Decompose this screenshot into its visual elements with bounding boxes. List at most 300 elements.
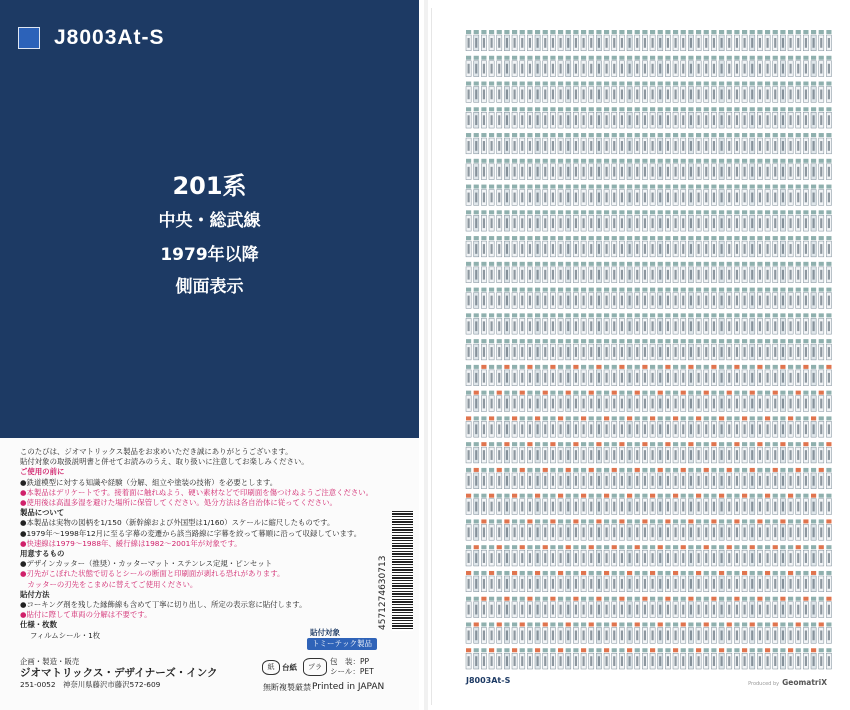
destination-sticker xyxy=(550,107,555,128)
destination-sticker xyxy=(788,288,793,309)
destination-sticker xyxy=(596,210,601,231)
destination-sticker xyxy=(796,416,801,437)
destination-sticker xyxy=(803,519,808,540)
destination-sticker xyxy=(543,468,548,489)
destination-sticker xyxy=(681,468,686,489)
destination-sticker xyxy=(612,442,617,463)
destination-sticker xyxy=(788,391,793,412)
destination-sticker xyxy=(811,107,816,128)
destination-sticker xyxy=(742,210,747,231)
destination-sticker xyxy=(520,391,525,412)
destination-sticker xyxy=(681,262,686,283)
destination-sticker xyxy=(704,545,709,566)
destination-sticker xyxy=(520,416,525,437)
destination-sticker xyxy=(780,313,785,334)
destination-sticker xyxy=(512,519,517,540)
destination-sticker xyxy=(811,133,816,154)
destination-sticker xyxy=(558,313,563,334)
destination-sticker xyxy=(819,159,824,180)
destination-sticker xyxy=(673,648,678,669)
destination-sticker xyxy=(520,56,525,77)
destination-sticker xyxy=(604,210,609,231)
destination-sticker xyxy=(627,416,632,437)
destination-sticker xyxy=(497,339,502,360)
destination-sticker xyxy=(688,391,693,412)
destination-sticker xyxy=(826,56,831,77)
destination-sticker xyxy=(665,622,670,643)
destination-sticker xyxy=(727,210,732,231)
destination-sticker xyxy=(596,339,601,360)
destination-sticker xyxy=(543,262,548,283)
destination-sticker xyxy=(796,648,801,669)
destination-sticker xyxy=(650,30,655,51)
destination-sticker xyxy=(474,622,479,643)
destination-sticker xyxy=(650,648,655,669)
destination-sticker xyxy=(535,313,540,334)
destination-sticker xyxy=(596,519,601,540)
destination-sticker xyxy=(696,571,701,592)
destination-sticker xyxy=(788,30,793,51)
destination-sticker xyxy=(811,210,816,231)
destination-sticker xyxy=(650,107,655,128)
destination-sticker xyxy=(604,159,609,180)
brand-name: GeomatriX xyxy=(782,678,827,687)
destination-sticker xyxy=(466,545,471,566)
destination-sticker xyxy=(665,597,670,618)
destination-sticker xyxy=(803,236,808,257)
destination-sticker xyxy=(819,468,824,489)
destination-sticker xyxy=(765,494,770,515)
destination-sticker xyxy=(573,185,578,206)
destination-sticker xyxy=(696,159,701,180)
destination-sticker xyxy=(474,365,479,386)
destination-sticker xyxy=(765,597,770,618)
destination-sticker xyxy=(727,365,732,386)
destination-sticker xyxy=(481,391,486,412)
destination-sticker xyxy=(489,442,494,463)
destination-sticker xyxy=(681,494,686,515)
destination-sticker xyxy=(826,494,831,515)
destination-sticker xyxy=(635,416,640,437)
destination-sticker xyxy=(665,133,670,154)
destination-sticker xyxy=(512,622,517,643)
destination-sticker xyxy=(589,365,594,386)
destination-sticker xyxy=(711,185,716,206)
destination-sticker xyxy=(627,133,632,154)
destination-sticker xyxy=(765,648,770,669)
destination-sticker xyxy=(742,185,747,206)
destination-sticker xyxy=(566,288,571,309)
destination-sticker xyxy=(665,107,670,128)
plastic-recycle-icon: プラ xyxy=(303,658,327,676)
destination-sticker xyxy=(642,622,647,643)
barcode-icon xyxy=(392,511,413,631)
destination-sticker xyxy=(520,262,525,283)
destination-sticker xyxy=(780,416,785,437)
destination-sticker xyxy=(512,159,517,180)
destination-sticker xyxy=(566,365,571,386)
destination-sticker xyxy=(481,82,486,103)
destination-sticker xyxy=(558,339,563,360)
destination-sticker xyxy=(581,597,586,618)
destination-sticker xyxy=(497,107,502,128)
destination-sticker xyxy=(558,597,563,618)
destination-sticker xyxy=(612,339,617,360)
destination-sticker xyxy=(780,545,785,566)
destination-sticker xyxy=(780,468,785,489)
destination-sticker xyxy=(489,648,494,669)
destination-sticker xyxy=(734,571,739,592)
destination-sticker xyxy=(688,365,693,386)
destination-sticker xyxy=(596,468,601,489)
destination-sticker xyxy=(474,185,479,206)
destination-sticker xyxy=(481,236,486,257)
destination-sticker xyxy=(757,236,762,257)
destination-sticker xyxy=(780,365,785,386)
destination-sticker xyxy=(474,648,479,669)
destination-sticker xyxy=(780,236,785,257)
destination-sticker xyxy=(826,339,831,360)
destination-sticker xyxy=(543,185,548,206)
destination-sticker xyxy=(650,571,655,592)
destination-sticker xyxy=(474,133,479,154)
destination-sticker xyxy=(581,107,586,128)
destination-sticker xyxy=(612,597,617,618)
destination-sticker xyxy=(627,468,632,489)
destination-sticker xyxy=(658,519,663,540)
destination-sticker xyxy=(543,365,548,386)
destination-sticker xyxy=(474,56,479,77)
destination-sticker xyxy=(765,210,770,231)
destination-sticker xyxy=(612,185,617,206)
destination-sticker xyxy=(796,30,801,51)
destination-sticker xyxy=(543,30,548,51)
destination-sticker xyxy=(796,133,801,154)
destination-sticker xyxy=(803,416,808,437)
destination-sticker xyxy=(627,648,632,669)
destination-sticker xyxy=(589,185,594,206)
destination-sticker xyxy=(750,313,755,334)
destination-sticker xyxy=(558,56,563,77)
destination-sticker xyxy=(504,185,509,206)
destination-sticker xyxy=(604,442,609,463)
destination-sticker xyxy=(742,648,747,669)
sheet-code: J8003At-S xyxy=(466,676,511,685)
destination-sticker xyxy=(573,519,578,540)
destination-sticker xyxy=(550,313,555,334)
destination-sticker xyxy=(589,210,594,231)
destination-sticker xyxy=(788,416,793,437)
destination-sticker xyxy=(535,545,540,566)
destination-sticker xyxy=(627,622,632,643)
destination-sticker xyxy=(803,56,808,77)
destination-sticker xyxy=(750,468,755,489)
destination-sticker xyxy=(627,210,632,231)
destination-sticker xyxy=(650,622,655,643)
destination-sticker xyxy=(757,82,762,103)
destination-sticker xyxy=(803,185,808,206)
destination-sticker xyxy=(673,107,678,128)
destination-sticker xyxy=(535,159,540,180)
destination-sticker xyxy=(719,236,724,257)
destination-sticker xyxy=(520,571,525,592)
destination-sticker xyxy=(811,313,816,334)
destination-sticker xyxy=(566,30,571,51)
destination-sticker xyxy=(727,107,732,128)
destination-sticker xyxy=(497,416,502,437)
destination-sticker xyxy=(642,468,647,489)
destination-sticker xyxy=(811,56,816,77)
destination-sticker xyxy=(481,365,486,386)
destination-sticker xyxy=(635,365,640,386)
destination-sticker xyxy=(612,56,617,77)
destination-sticker xyxy=(512,468,517,489)
destination-sticker xyxy=(688,30,693,51)
destination-sticker xyxy=(627,339,632,360)
destination-sticker xyxy=(819,571,824,592)
destination-sticker xyxy=(788,107,793,128)
destination-sticker xyxy=(642,519,647,540)
destination-sticker xyxy=(589,107,594,128)
destination-sticker xyxy=(750,494,755,515)
destination-sticker xyxy=(589,313,594,334)
target-label: 貼付対象 xyxy=(310,628,340,637)
destination-sticker xyxy=(788,571,793,592)
destination-sticker xyxy=(619,313,624,334)
destination-sticker xyxy=(673,442,678,463)
destination-sticker xyxy=(688,442,693,463)
sticker-grid xyxy=(465,28,833,672)
destination-sticker xyxy=(642,416,647,437)
destination-sticker xyxy=(543,571,548,592)
destination-sticker xyxy=(727,30,732,51)
destination-sticker xyxy=(489,107,494,128)
destination-sticker xyxy=(780,288,785,309)
destination-sticker xyxy=(704,159,709,180)
destination-sticker xyxy=(757,56,762,77)
destination-sticker xyxy=(750,339,755,360)
destination-sticker xyxy=(650,468,655,489)
destination-sticker xyxy=(550,416,555,437)
destination-sticker xyxy=(719,210,724,231)
destination-sticker xyxy=(757,210,762,231)
destination-sticker xyxy=(550,494,555,515)
barcode-number: 4571274630713 xyxy=(378,555,388,630)
destination-sticker xyxy=(504,82,509,103)
destination-sticker xyxy=(750,391,755,412)
destination-sticker xyxy=(673,159,678,180)
destination-sticker xyxy=(596,185,601,206)
paper-recycle-label: 台紙 xyxy=(282,663,297,672)
destination-sticker xyxy=(780,30,785,51)
destination-sticker xyxy=(704,365,709,386)
destination-sticker xyxy=(719,648,724,669)
destination-sticker xyxy=(642,391,647,412)
destination-sticker xyxy=(788,365,793,386)
destination-sticker xyxy=(826,313,831,334)
destination-sticker xyxy=(635,622,640,643)
destination-sticker xyxy=(604,107,609,128)
destination-sticker xyxy=(512,133,517,154)
destination-sticker xyxy=(543,494,548,515)
destination-sticker xyxy=(773,313,778,334)
maker-address: 251-0052 神奈川県藤沢市藤沢572-609 xyxy=(20,680,161,690)
destination-sticker xyxy=(681,519,686,540)
destination-sticker xyxy=(780,571,785,592)
destination-sticker xyxy=(619,133,624,154)
destination-sticker xyxy=(604,339,609,360)
destination-sticker xyxy=(520,210,525,231)
sheet-brand xyxy=(748,678,827,687)
destination-sticker xyxy=(627,391,632,412)
destination-sticker xyxy=(696,30,701,51)
destination-sticker xyxy=(719,339,724,360)
destination-sticker xyxy=(612,313,617,334)
destination-sticker xyxy=(481,468,486,489)
destination-sticker xyxy=(589,597,594,618)
destination-sticker xyxy=(596,365,601,386)
destination-sticker xyxy=(819,494,824,515)
destination-sticker xyxy=(635,571,640,592)
destination-sticker xyxy=(658,597,663,618)
destination-sticker xyxy=(734,416,739,437)
destination-sticker xyxy=(803,391,808,412)
destination-sticker xyxy=(489,519,494,540)
about-line: ●快速線は1979〜1988年、緩行線は1982〜2001年が対象です。 xyxy=(20,538,242,548)
destination-sticker xyxy=(658,133,663,154)
destination-sticker xyxy=(742,262,747,283)
destination-sticker xyxy=(765,262,770,283)
destination-sticker xyxy=(734,236,739,257)
destination-sticker xyxy=(734,648,739,669)
destination-sticker xyxy=(504,648,509,669)
destination-sticker xyxy=(658,622,663,643)
destination-sticker xyxy=(589,468,594,489)
destination-sticker xyxy=(589,545,594,566)
destination-sticker xyxy=(811,82,816,103)
destination-sticker xyxy=(803,262,808,283)
maker-info xyxy=(20,657,240,690)
destination-sticker xyxy=(619,30,624,51)
destination-sticker xyxy=(696,545,701,566)
destination-sticker xyxy=(727,391,732,412)
destination-sticker xyxy=(681,82,686,103)
destination-sticker xyxy=(780,133,785,154)
destination-sticker xyxy=(819,313,824,334)
destination-sticker xyxy=(535,288,540,309)
destination-sticker xyxy=(796,365,801,386)
destination-sticker xyxy=(566,391,571,412)
destination-sticker xyxy=(773,236,778,257)
destination-sticker xyxy=(711,339,716,360)
destination-sticker xyxy=(497,571,502,592)
destination-sticker xyxy=(573,622,578,643)
destination-sticker xyxy=(535,107,540,128)
destination-sticker xyxy=(704,494,709,515)
destination-sticker xyxy=(612,133,617,154)
destination-sticker xyxy=(704,442,709,463)
destination-sticker xyxy=(742,519,747,540)
destination-sticker xyxy=(504,159,509,180)
destination-sticker xyxy=(619,339,624,360)
destination-sticker xyxy=(734,519,739,540)
destination-sticker xyxy=(773,494,778,515)
destination-sticker xyxy=(819,288,824,309)
destination-sticker xyxy=(581,288,586,309)
destination-sticker xyxy=(819,391,824,412)
destination-sticker xyxy=(466,133,471,154)
destination-sticker xyxy=(788,494,793,515)
destination-sticker xyxy=(489,133,494,154)
destination-sticker xyxy=(550,288,555,309)
destination-sticker xyxy=(750,82,755,103)
destination-sticker xyxy=(811,622,816,643)
destination-sticker xyxy=(696,185,701,206)
destination-sticker xyxy=(780,82,785,103)
destination-sticker xyxy=(819,416,824,437)
destination-sticker xyxy=(581,571,586,592)
destination-sticker xyxy=(796,571,801,592)
printed-in-text: Printed in JAPAN xyxy=(312,682,385,692)
destination-sticker xyxy=(796,545,801,566)
destination-sticker xyxy=(619,159,624,180)
destination-sticker xyxy=(627,519,632,540)
destination-sticker xyxy=(604,236,609,257)
destination-sticker xyxy=(627,30,632,51)
destination-sticker xyxy=(497,82,502,103)
destination-sticker xyxy=(642,288,647,309)
destination-sticker xyxy=(604,262,609,283)
destination-sticker xyxy=(635,339,640,360)
destination-sticker xyxy=(658,365,663,386)
destination-sticker xyxy=(596,416,601,437)
destination-sticker xyxy=(796,236,801,257)
destination-sticker xyxy=(673,82,678,103)
destination-sticker xyxy=(696,597,701,618)
destination-sticker xyxy=(527,313,532,334)
destination-sticker xyxy=(796,442,801,463)
destination-sticker xyxy=(619,545,624,566)
destination-sticker xyxy=(826,468,831,489)
destination-sticker xyxy=(765,545,770,566)
destination-sticker xyxy=(658,468,663,489)
destination-sticker xyxy=(550,262,555,283)
destination-sticker xyxy=(635,133,640,154)
destination-sticker xyxy=(688,468,693,489)
destination-sticker xyxy=(573,262,578,283)
destination-sticker xyxy=(742,82,747,103)
destination-sticker xyxy=(742,442,747,463)
destination-sticker xyxy=(604,56,609,77)
destination-sticker xyxy=(696,288,701,309)
destination-sticker xyxy=(512,365,517,386)
destination-sticker xyxy=(535,82,540,103)
destination-sticker xyxy=(650,262,655,283)
destination-sticker xyxy=(681,236,686,257)
destination-sticker xyxy=(803,442,808,463)
destination-sticker xyxy=(811,159,816,180)
destination-sticker xyxy=(819,56,824,77)
tools-line: カッターの刃先をこまめに替えてご使用ください。 xyxy=(20,579,198,589)
destination-sticker xyxy=(788,133,793,154)
destination-sticker xyxy=(581,622,586,643)
material-line: 包 装：PP xyxy=(330,657,370,666)
destination-sticker xyxy=(481,519,486,540)
destination-sticker xyxy=(527,339,532,360)
destination-sticker xyxy=(750,159,755,180)
destination-sticker xyxy=(742,236,747,257)
destination-sticker xyxy=(535,494,540,515)
